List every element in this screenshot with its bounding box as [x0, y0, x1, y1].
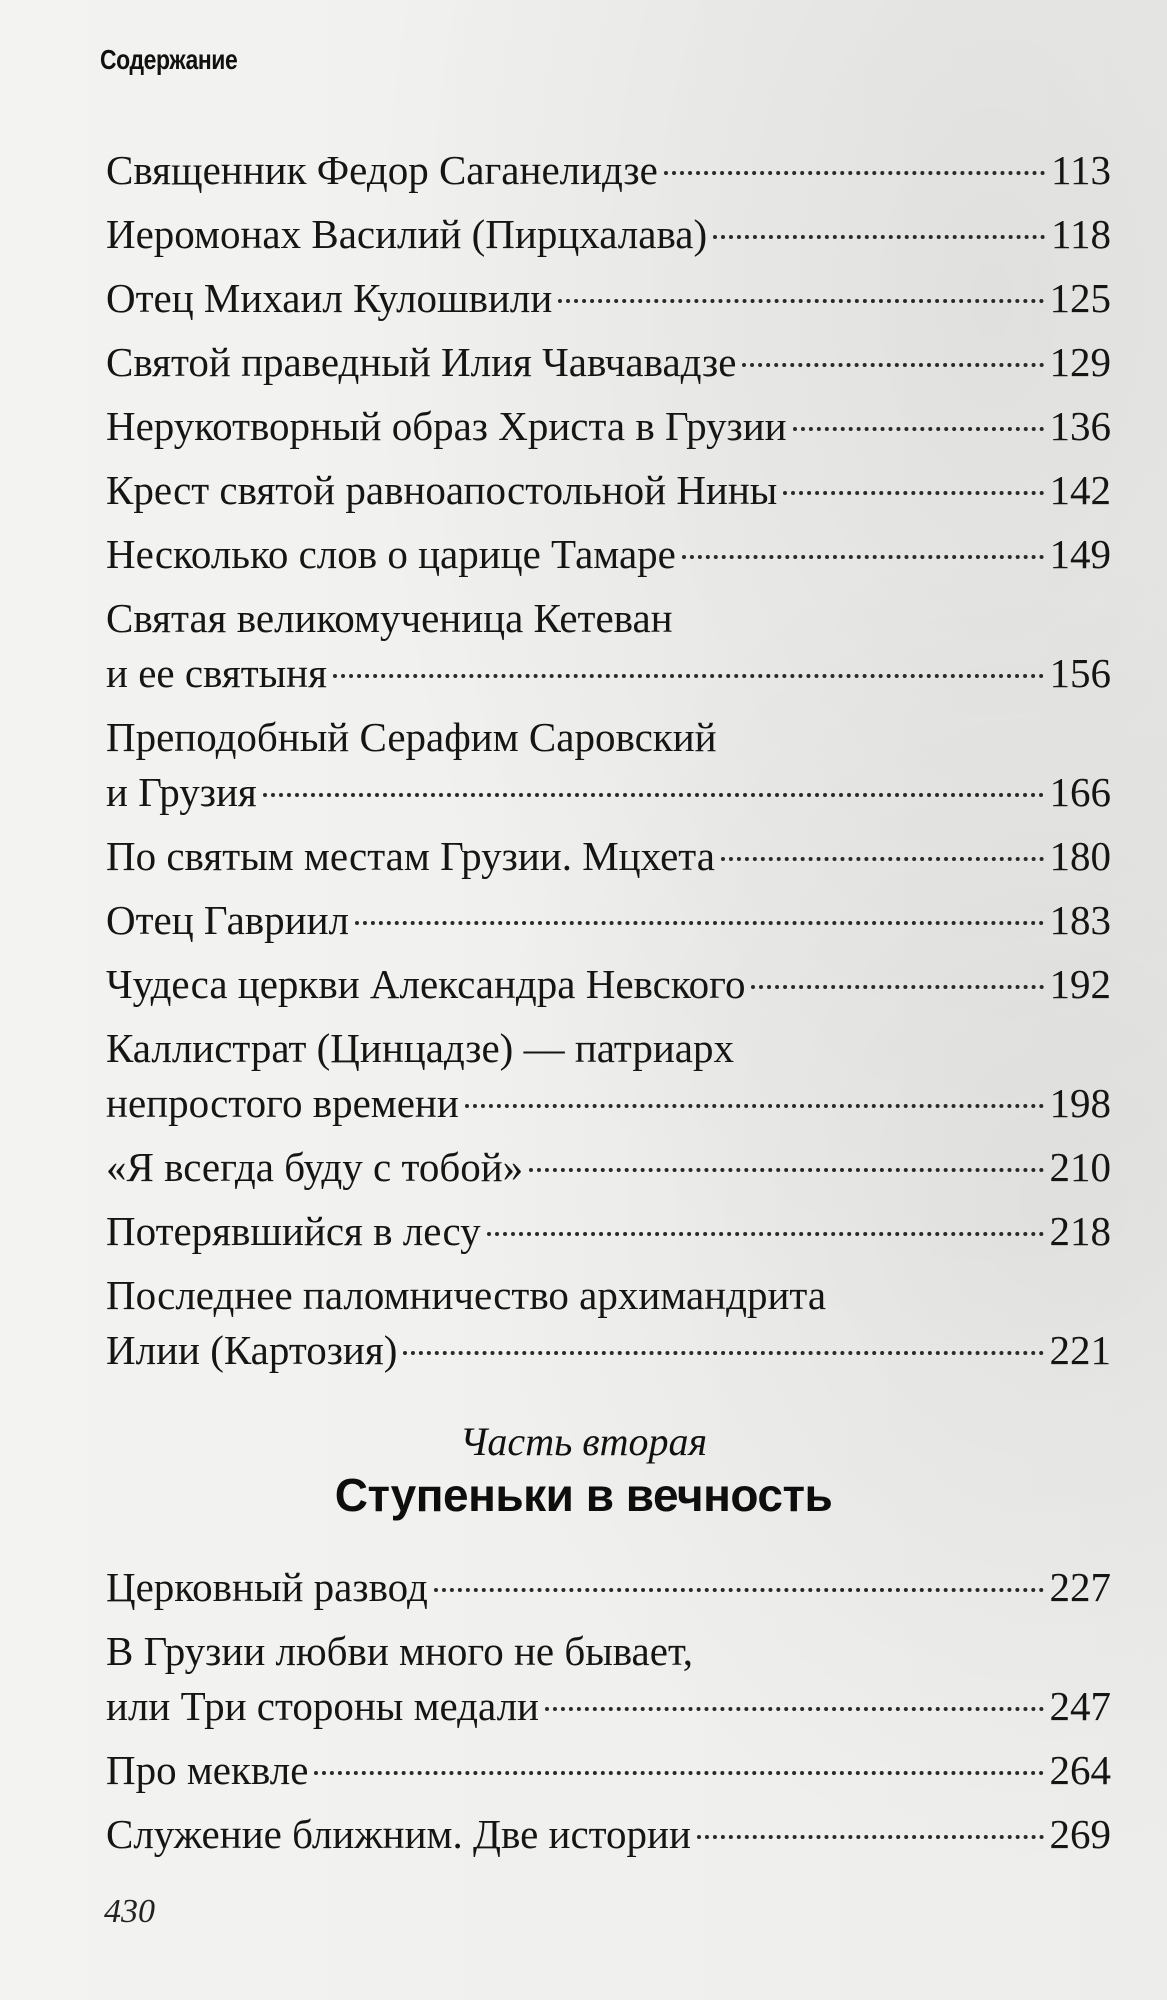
toc-entry	[106, 591, 1111, 710]
toc-entry-page: 210	[1049, 1144, 1111, 1190]
dot-leader	[487, 1232, 1044, 1236]
toc-entry-line	[106, 1679, 1111, 1734]
dot-leader	[783, 491, 1043, 495]
toc-entry-line	[106, 1204, 1111, 1259]
toc-entry-line	[106, 1140, 1111, 1195]
dot-leader	[333, 674, 1044, 678]
toc-entry-line	[106, 399, 1111, 454]
toc-entry-line	[106, 893, 1111, 948]
toc-entry	[106, 399, 1111, 463]
toc-entry	[106, 143, 1111, 207]
toc-entry	[106, 710, 1111, 829]
toc-entry-title: Иеромонах Василий (Пирцхалава)	[106, 211, 708, 257]
page-number: 430	[104, 1893, 155, 1930]
toc-entry	[106, 829, 1111, 893]
dot-leader	[682, 555, 1044, 559]
toc-entry	[106, 1204, 1111, 1268]
toc-entry-title: Отец Гавриил	[106, 897, 349, 943]
toc-entry-page: 183	[1049, 897, 1111, 943]
toc-entry-title: непростого времени	[106, 1080, 459, 1126]
toc-entry	[106, 207, 1111, 271]
toc-entry-line	[106, 1743, 1111, 1798]
toc-entry	[106, 1807, 1111, 1871]
dot-leader	[434, 1588, 1044, 1592]
toc-entry-page: 129	[1049, 339, 1111, 385]
running-header: Содержание	[100, 44, 238, 75]
toc-entry-page: 264	[1049, 1747, 1111, 1793]
dot-leader	[263, 793, 1044, 797]
toc-entry-line	[106, 271, 1111, 326]
toc-entry-title: Крест святой равноапостольной Нины	[106, 467, 778, 513]
dot-leader	[558, 299, 1043, 303]
part-title: Ступеньки в вечность	[334, 1469, 833, 1521]
toc-entry	[106, 1743, 1111, 1807]
toc-entry-title: и ее святыня	[106, 650, 327, 696]
toc-entry	[106, 893, 1111, 957]
toc-entry-title: Отец Михаил Кулошвили	[106, 275, 553, 321]
dot-leader	[713, 235, 1045, 239]
toc-entry-page: 118	[1051, 211, 1111, 257]
toc-entry-title: Святой праведный Илия Чавчавадзе	[106, 339, 737, 385]
toc-entry-title-first-line: Святая великомученица Кетеван	[106, 595, 673, 641]
dot-leader	[664, 171, 1045, 175]
toc-entry	[106, 335, 1111, 399]
part-subtitle: Часть вторая	[459, 1419, 708, 1464]
toc-entry-page: 113	[1051, 147, 1111, 193]
dot-leader	[793, 427, 1044, 431]
toc-entry-title: и Грузия	[106, 769, 257, 815]
toc-entry	[106, 271, 1111, 335]
toc-entry-line	[106, 335, 1111, 390]
toc-entry	[106, 1140, 1111, 1204]
toc-entry	[106, 1560, 1111, 1624]
dot-leader	[465, 1104, 1044, 1108]
dot-leader	[403, 1351, 1043, 1355]
toc-entry-title: Чудеса церкви Александра Невского	[106, 961, 746, 1007]
toc-entry	[106, 463, 1111, 527]
toc-entry-line	[106, 207, 1111, 262]
toc-entry	[106, 1624, 1111, 1743]
toc-entry-page: 125	[1049, 275, 1111, 321]
toc-entry	[106, 957, 1111, 1021]
toc-entry-title: «Я всегда буду с тобой»	[106, 1144, 524, 1190]
toc-entry-title: Служение ближним. Две истории	[106, 1811, 691, 1857]
toc-entry-page: 180	[1049, 833, 1111, 879]
toc-entry-title-first-line: Последнее паломничество архимандрита	[106, 1272, 827, 1318]
toc-entry	[106, 1268, 1111, 1387]
toc-entry-title: Церковный развод	[106, 1564, 428, 1610]
toc-entry-page: 192	[1049, 961, 1111, 1007]
toc-entry-line	[106, 527, 1111, 582]
dot-leader	[545, 1707, 1043, 1711]
toc-entry-title: Потерявшийся в лесу	[106, 1208, 481, 1254]
toc-entry-page: 166	[1049, 769, 1111, 815]
toc-entry-line	[106, 1323, 1111, 1378]
toc-entry-title-first-line: Каллистрат (Цинцадзе) — патриарх	[106, 1025, 734, 1071]
toc-entry-line	[106, 829, 1111, 884]
dot-leader	[314, 1771, 1043, 1775]
toc-entry-title: По святым местам Грузии. Мцхета	[106, 833, 715, 879]
toc-entry-line	[106, 765, 1111, 820]
dot-leader	[355, 921, 1044, 925]
toc-entry-page: 142	[1049, 467, 1111, 513]
toc-entry	[106, 527, 1111, 591]
dot-leader	[721, 857, 1044, 861]
toc-entry-page: 149	[1049, 531, 1111, 577]
toc-entry-line	[106, 957, 1111, 1012]
toc-entry-page: 218	[1049, 1208, 1111, 1254]
toc-entry-line	[106, 646, 1111, 701]
dot-leader	[751, 985, 1043, 989]
toc-part-two	[106, 1560, 1111, 1871]
toc-entry	[106, 1021, 1111, 1140]
toc-entry-line	[106, 1076, 1111, 1131]
toc-entry-title-first-line: В Грузии любви много не бывает,	[106, 1628, 694, 1674]
toc-entry-title: или Три стороны медали	[106, 1683, 540, 1729]
dot-leader	[742, 363, 1043, 367]
toc-entry-title: Про меквле	[106, 1747, 309, 1793]
toc-entry-title-first-line: Преподобный Серафим Саровский	[106, 714, 717, 760]
toc-entry-page: 156	[1049, 650, 1111, 696]
toc-entry-title: Священник Федор Саганелидзе	[106, 147, 658, 193]
toc-entry-page: 269	[1049, 1811, 1111, 1857]
toc-part-one	[106, 143, 1111, 1387]
toc-entry-page: 136	[1049, 403, 1111, 449]
toc-entry-line	[106, 1560, 1111, 1615]
toc-entry-title: Нерукотворный образ Христа в Грузии	[106, 403, 787, 449]
dot-leader	[697, 1835, 1044, 1839]
toc-entry-page: 227	[1049, 1564, 1111, 1610]
toc-entry-line	[106, 463, 1111, 518]
dot-leader	[529, 1168, 1043, 1172]
toc-entry-title: Илии (Картозия)	[106, 1327, 398, 1373]
toc-entry-page: 198	[1049, 1080, 1111, 1126]
toc-entry-line	[106, 143, 1111, 198]
toc-entry-line	[106, 1807, 1111, 1862]
toc-entry-page: 221	[1049, 1327, 1111, 1373]
toc-entry-page: 247	[1049, 1683, 1111, 1729]
toc-entry-title: Несколько слов о царице Тамаре	[106, 531, 676, 577]
